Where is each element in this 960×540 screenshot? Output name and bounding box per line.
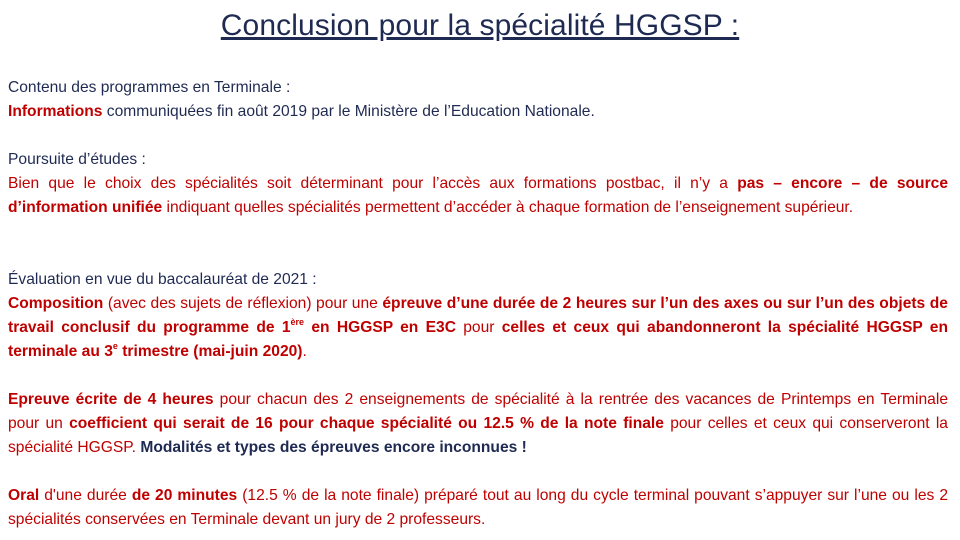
body-text: pour chacun des 2 enseignements de spécialité à la rentrée des vacances de Printemps en Terminale pour un xyxy=(8,391,948,432)
body-text: (12.5 % de la note finale) préparé tout au long du cycle terminal pouvant s’appuyer sur l’une ou les 2 spécialités conservées en Terminale devant un jury de 2 professeurs. xyxy=(8,487,948,528)
body-text: (avec des sujets de réflexion) pour une xyxy=(103,295,383,312)
section-written-exam xyxy=(8,388,948,460)
section-heading: Évaluation en vue du baccalauréat de 2021 : xyxy=(8,271,317,288)
section-heading: Contenu des programmes en Terminale : xyxy=(8,79,291,96)
section-heading: Poursuite d’études : xyxy=(8,151,146,168)
emphasis-text: celles et ceux qui abandonneront la spécialité HGGSP en terminale au 3 xyxy=(8,319,948,360)
section-body xyxy=(8,292,948,364)
section-oral-exam xyxy=(8,484,948,532)
section-body xyxy=(8,484,948,532)
slide-title: Conclusion pour la spécialité HGGSP : xyxy=(220,9,740,42)
superscript: ère xyxy=(290,317,305,327)
superscript: e xyxy=(112,341,118,351)
section-evaluation xyxy=(8,268,948,364)
emphasis-text: Epreuve écrite de 4 heures xyxy=(8,391,214,408)
section-further-studies xyxy=(8,148,948,220)
section-body xyxy=(8,388,948,460)
body-text: . xyxy=(302,343,307,360)
body-text: pour xyxy=(455,319,502,336)
emphasis-text: épreuve d’une durée de 2 heures sur l’un des axes ou sur l’un des objets de travail conclusif du programme de 1 xyxy=(8,295,948,336)
section-programme-contents xyxy=(8,76,948,124)
body-text: communiquées fin août 2019 par le Ministère de l’Education Nationale. xyxy=(102,103,595,120)
emphasis-text: trimestre (mai-juin 2020) xyxy=(117,343,303,360)
body-text: indiquant quelles spécialités permettent d’accéder à chaque formation de l’enseignement supérieur. xyxy=(162,199,854,216)
emphasis-text: en HGGSP en E3C xyxy=(304,319,456,336)
emphasis-text: pas – encore – de source d’information unifiée xyxy=(8,175,948,216)
emphasis-text: Oral xyxy=(8,487,40,504)
emphasis-text: de 20 minutes xyxy=(131,487,238,504)
emphasis-text: Composition xyxy=(8,295,104,312)
body-text: d'une durée xyxy=(39,487,132,504)
body-text: Bien que le choix des spécialités soit déterminant pour l’accès aux formations postbac, il n’y a xyxy=(8,175,738,192)
body-text: pour celles et ceux qui conserveront la spécialité HGGSP. xyxy=(8,415,948,456)
section-body xyxy=(8,172,948,220)
emphasis-text: Modalités et types des épreuves encore inconnues ! xyxy=(140,439,527,456)
section-body xyxy=(8,100,948,124)
emphasis-text: coefficient qui serait de 16 pour chaque spécialité ou 12.5 % de la note finale xyxy=(69,415,664,432)
emphasis-text: Informations xyxy=(8,103,103,120)
